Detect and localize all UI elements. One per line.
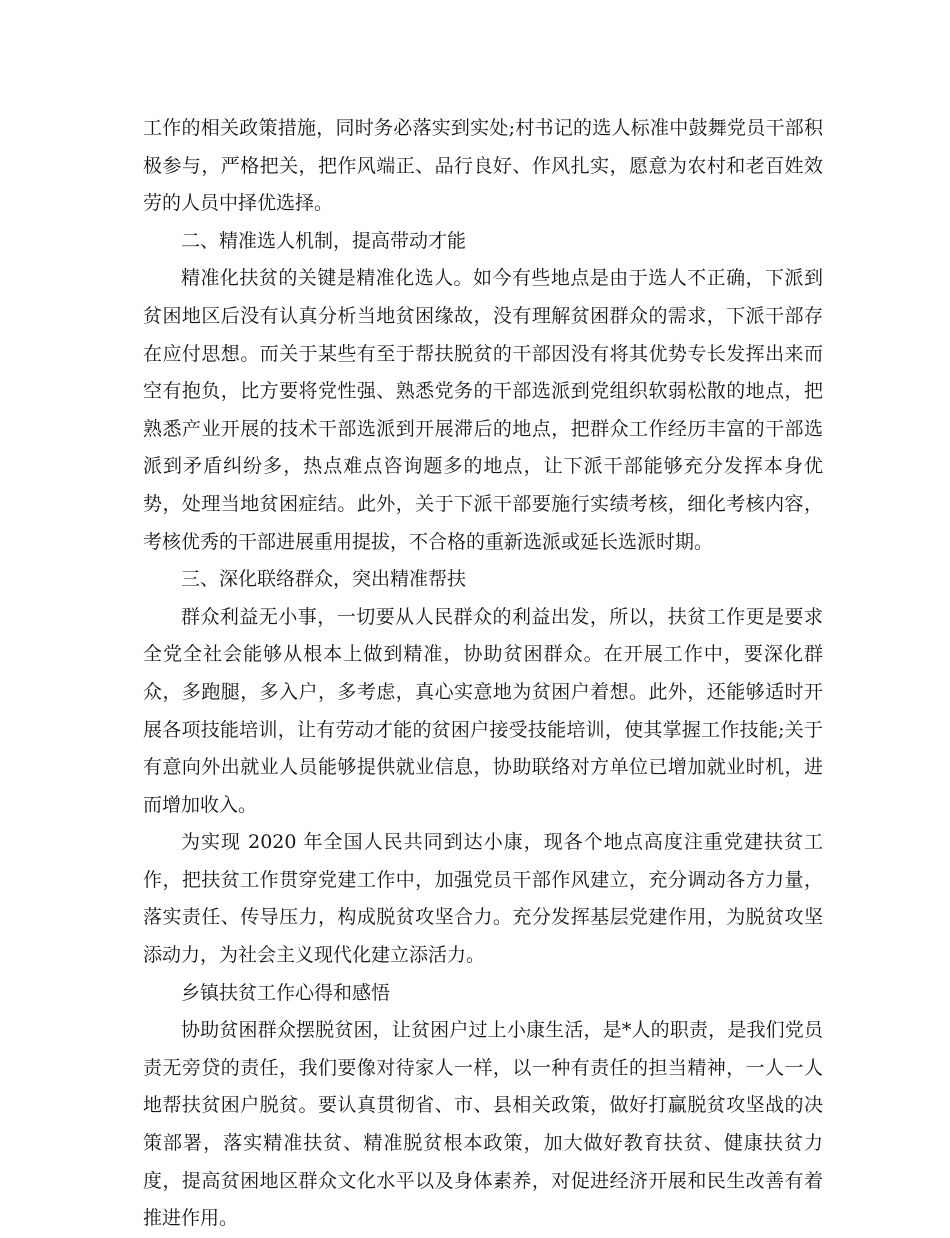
paragraph-help-poor: 协助贫困群众摆脱贫困，让贫困户过上小康生活，是*人的职责，是我们党员责无旁贷的责任，我们要像对待家人一样，以一种有责任的担当精神，一人一人地帮扶贫困户脱贫。要认真贯彻省、市、县相关政策，做好打赢脱贫攻坚战的决策部署，落实精准扶贫、精准脱贫根本政策，加大做好教育扶贫、健康扶贫力度，提高贫困地区群众文化水平以及身体素养，对促进经济开展和民生改善有着推进作用。 bbox=[143, 1019, 823, 1230]
paragraph-2020: 为实现 2020 年全国人民共同到达小康，现各个地点高度注重党建扶贫工作，把扶贫工作贯穿党建工作中，加强党员干部作风建立，充分调动各方力量，落实责任、传导压力，构成脱贫攻坚合力。充分发挥基层党建作用，为脱贫攻坚添动力，为社会主义现代化建立添活力。 bbox=[143, 831, 823, 967]
section-heading-3: 三、深化联络群众，突出精准帮扶 bbox=[181, 568, 467, 591]
article-title-township: 乡镇扶贫工作心得和感悟 bbox=[181, 981, 391, 1004]
paragraph-continued: 工作的相关政策措施，同时务必落实到实处;村书记的选人标准中鼓舞党员干部积极参与，严格把关，把作风端正、品行良好、作风扎实，愿意为农村和老百姓效劳的人员中择优选择。 bbox=[143, 117, 823, 215]
paragraph-selection: 精准化扶贫的关键是精准化选人。如今有些地点是由于选人不正确，下派到贫困地区后没有认真分析当地贫困缘故，没有理解贫困群众的需求，下派干部存在应付思想。而关于某些有至于帮扶脱贫的干部因没有将其优势专长发挥出来而空有抱负，比方要将党性强、熟悉党务的干部选派到党组织软弱松散的地点，把熟悉产业开展的技术干部选派到开展滞后的地点，把群众工作经历丰富的干部选派到矛盾纠纷多，热点难点咨询题多的地点，让下派干部能够充分发挥本身优势，处理当地贫困症结。此外，关于下派干部要施行实绩考核，细化考核内容，考核优秀的干部进展重用提拔，不合格的重新选派或延长选派时期。 bbox=[143, 267, 823, 553]
section-heading-2: 二、精准选人机制，提高带动才能 bbox=[181, 229, 467, 252]
paragraph-masses: 群众利益无小事，一切要从人民群众的利益出发，所以，扶贫工作更是要求全党全社会能够从根本上做到精准，协助贫困群众。在开展工作中，要深化群众，多跑腿，多入户，多考虑，真心实意地为贫困户着想。此外，还能够适时开展各项技能培训，让有劳动才能的贫困户接受技能培训，使其掌握工作技能;关于有意向外出就业人员能够提供就业信息，协助联络对方单位已增加就业时机，进而增加收入。 bbox=[143, 605, 823, 816]
document-body bbox=[143, 110, 823, 1238]
